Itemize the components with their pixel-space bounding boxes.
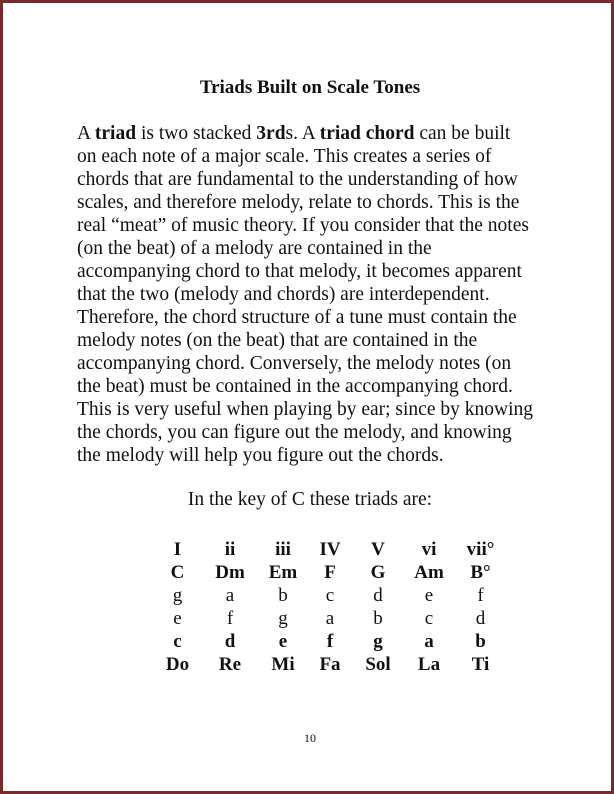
table-cell: c — [173, 630, 182, 652]
section-title: Triads Built on Scale Tones — [199, 77, 421, 98]
table-cell: d — [373, 584, 383, 606]
paragraph-line: real “meat” of music theory. If you consider that the notes — [77, 215, 529, 236]
table-cell: a — [225, 584, 235, 606]
table-cell: Em — [268, 561, 298, 583]
paragraph-line: A triad is two stacked 3rds. A triad chord can be built — [77, 123, 511, 144]
table-row — [153, 630, 507, 653]
table-cell: Am — [414, 561, 444, 583]
page-number: 10 — [304, 731, 316, 745]
table-cell: G — [370, 561, 386, 583]
paragraph-line: This is very useful when playing by ear; since by knowing — [77, 399, 533, 420]
table-cell: F — [324, 561, 336, 583]
table-cell: Do — [165, 653, 190, 675]
table-cell: I — [173, 538, 182, 560]
table-cell: e — [278, 630, 288, 652]
table-cell: Sol — [365, 653, 391, 675]
paragraph-line: that the two (melody and chords) are interdependent. — [77, 284, 490, 305]
table-cell: B° — [470, 561, 491, 583]
table-cell: b — [475, 630, 486, 652]
paragraph-line: (on the beat) of a melody are contained in the — [77, 238, 432, 259]
table-row — [153, 561, 507, 584]
bold-term: triad — [94, 123, 137, 144]
table-cell: g — [172, 584, 183, 606]
table-cell: a — [325, 607, 335, 629]
table-cell: d — [475, 607, 486, 629]
triads-table — [153, 538, 507, 676]
table-row — [153, 584, 507, 607]
table-cell: e — [424, 584, 434, 606]
paragraph-line: the beat) must be contained in the accompanying chord. — [77, 376, 513, 397]
table-cell: f — [326, 630, 334, 652]
bold-term: 3rd — [256, 123, 286, 144]
table-cell: Mi — [271, 653, 295, 675]
table-row — [153, 607, 507, 630]
paragraph-line: the chords, you can figure out the melody, and knowing — [77, 422, 512, 443]
table-cell: f — [477, 584, 484, 606]
table-cell: vii° — [466, 538, 495, 560]
body-paragraph — [77, 122, 557, 467]
paragraph-line: Therefore, the chord structure of a tune must contain the — [77, 307, 517, 328]
table-cell: c — [325, 584, 335, 606]
table-cell: g — [373, 630, 383, 652]
table-cell: f — [226, 607, 234, 629]
paragraph-line: accompanying chord to that melody, it becomes apparent — [77, 261, 522, 282]
table-cell: g — [278, 607, 288, 629]
table-cell: ii — [224, 538, 236, 560]
key-caption: In the key of C these triads are: — [187, 489, 433, 510]
table-cell: La — [417, 653, 441, 675]
paragraph-line: on each note of a major scale. This creates a series of — [77, 146, 492, 167]
table-cell: iii — [275, 538, 291, 560]
table-row — [153, 653, 507, 676]
table-cell: a — [424, 630, 434, 652]
table-cell: vi — [421, 538, 437, 560]
table-cell: Re — [218, 653, 242, 675]
table-cell: b — [373, 607, 383, 629]
table-cell: IV — [319, 538, 341, 560]
table-cell: V — [371, 538, 385, 560]
document-page — [3, 3, 611, 791]
table-row — [153, 538, 507, 561]
paragraph-line: chords that are fundamental to the understanding of how — [77, 169, 518, 190]
paragraph-line: accompanying chord. Conversely, the melody notes (on — [77, 353, 512, 374]
table-cell: e — [173, 607, 182, 629]
table-cell: C — [170, 561, 185, 583]
table-cell: Fa — [319, 653, 341, 675]
table-cell: b — [278, 584, 288, 606]
table-cell: Dm — [215, 561, 245, 583]
bold-term: triad chord — [319, 123, 415, 144]
table-cell: Ti — [471, 653, 490, 675]
table-cell: c — [424, 607, 434, 629]
paragraph-line: melody notes (on the beat) that are contained in the — [77, 330, 478, 351]
paragraph-line: scales, and therefore melody, relate to chords. This is the — [77, 192, 520, 213]
table-cell: d — [224, 630, 236, 652]
paragraph-line: the melody will help you figure out the chords. — [77, 445, 444, 466]
